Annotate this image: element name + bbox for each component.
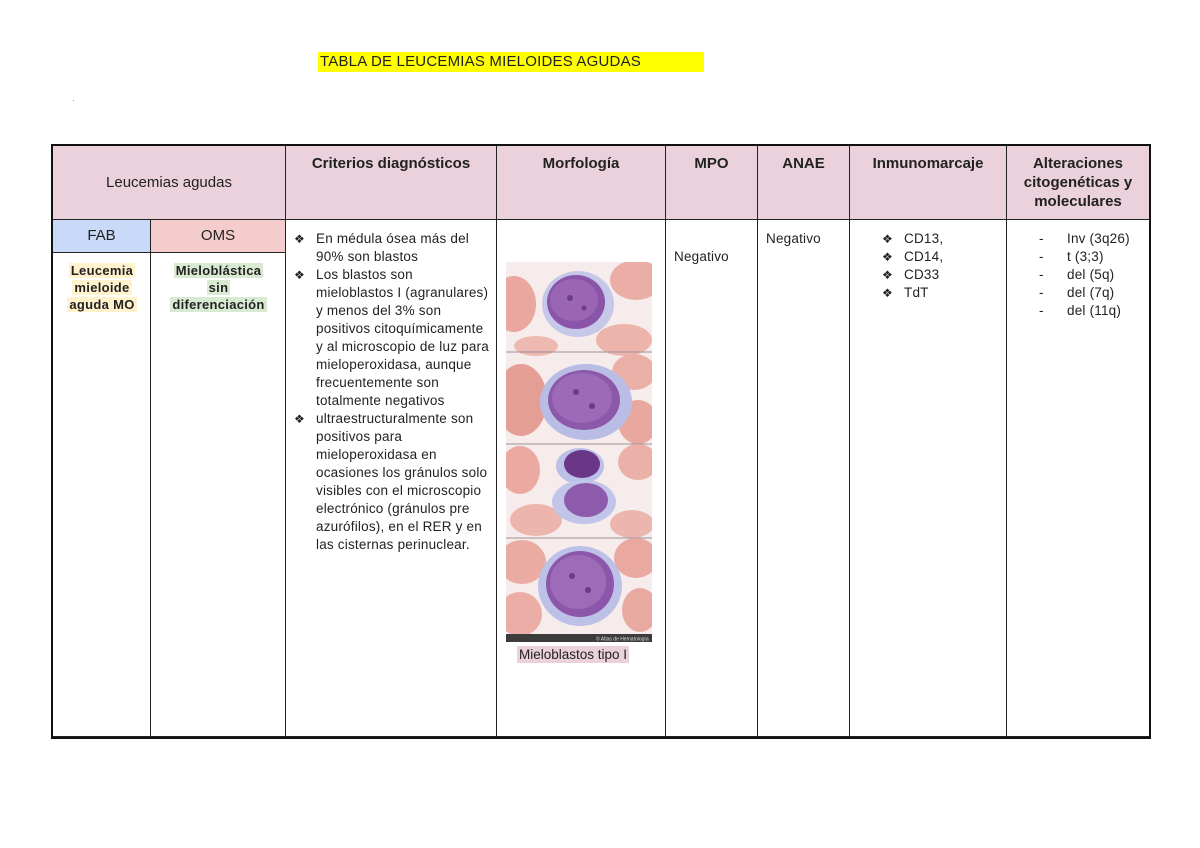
fab-leukemia-name <box>53 262 151 313</box>
dash-marker: - <box>1039 249 1044 264</box>
criterio-text: ultraestructuralmente son positivos para mieloperoxidasa en ocasiones los gránulos solo visibles con el microscopio electrónico (gránulos pre azurófilos), en el RER y en las cisternas perinuclear. <box>316 411 488 552</box>
alteracion-text: del (7q) <box>1067 285 1115 300</box>
morfologia-cell <box>497 220 666 737</box>
header-leucemias-label: Leucemias agudas <box>106 174 232 191</box>
criterios-cell <box>286 220 497 737</box>
criterio-item <box>288 410 490 554</box>
micrograph-watermark: © Atlas de Hematología <box>596 636 649 642</box>
inmuno-list <box>876 230 1006 302</box>
micrograph-panel <box>506 354 652 444</box>
dash-marker: - <box>1039 303 1044 318</box>
alteracion-item <box>1037 248 1149 266</box>
oms-name-line: Mieloblástica <box>175 263 262 278</box>
inmuno-text: CD14, <box>904 249 944 264</box>
inmuno-item <box>876 266 1006 284</box>
diamond-bullet-icon: ❖ <box>294 412 305 426</box>
anae-value: Negativo <box>766 231 821 246</box>
diamond-bullet-icon: ❖ <box>882 232 893 246</box>
diamond-bullet-icon: ❖ <box>294 232 305 246</box>
criterio-text: Los blastos son mieloblastos I (agranulares) y menos del 3% son positivos citoquímicamente y al microscopio de luz para mieloperoxidasa, aunque frecuentemente son totalmente negativos <box>316 267 489 408</box>
header-alteraciones: Alteraciones citogenéticas y moleculares <box>1007 146 1149 220</box>
micrograph-image <box>506 262 652 642</box>
page-title: TABLA DE LEUCEMIAS MIELOIDES AGUDAS <box>318 52 704 72</box>
alteracion-item <box>1037 284 1149 302</box>
stray-mark <box>73 100 74 101</box>
fab-name-line: Leucemia <box>70 263 134 278</box>
alteracion-item <box>1037 230 1149 248</box>
criterio-text: En médula ósea más del 90% son blastos <box>316 231 469 264</box>
inmuno-item <box>876 284 1006 302</box>
fab-column <box>53 220 151 737</box>
alteracion-text: del (11q) <box>1067 303 1122 318</box>
header-morfologia: Morfología <box>497 146 666 220</box>
oms-leukemia-name <box>151 262 286 313</box>
header-criterios: Criterios diagnósticos <box>286 146 497 220</box>
header-mpo: MPO <box>666 146 758 220</box>
inmuno-text: CD33 <box>904 267 940 282</box>
anae-cell <box>758 220 850 737</box>
diamond-bullet-icon: ❖ <box>882 286 893 300</box>
criterio-item <box>288 230 490 266</box>
alteracion-text: t (3;3) <box>1067 249 1104 264</box>
criterios-list <box>288 230 490 554</box>
dash-marker: - <box>1039 267 1044 282</box>
alteraciones-list <box>1037 230 1149 320</box>
oms-column <box>151 220 286 737</box>
inmuno-text: TdT <box>904 285 929 300</box>
fab-name-line: aguda MO <box>69 297 135 312</box>
alteracion-item <box>1037 266 1149 284</box>
mpo-value: Negativo <box>674 249 729 264</box>
header-inmunomarcaje: Inmunomarcaje <box>850 146 1007 220</box>
diamond-bullet-icon: ❖ <box>882 250 893 264</box>
inmuno-text: CD13, <box>904 231 944 246</box>
mpo-cell <box>666 220 758 737</box>
criterio-item <box>288 266 490 410</box>
inmunomarcaje-cell <box>850 220 1007 737</box>
inmuno-item <box>876 248 1006 266</box>
dash-marker: - <box>1039 231 1044 246</box>
oms-name-line: diferenciación <box>172 297 265 312</box>
diamond-bullet-icon: ❖ <box>882 268 893 282</box>
leukemia-table <box>51 144 1151 739</box>
inmuno-item <box>876 230 1006 248</box>
header-leucemias-agudas <box>53 146 286 220</box>
morfologia-caption: Mieloblastos tipo I <box>519 647 628 662</box>
alteracion-item <box>1037 302 1149 320</box>
fab-name-line: mieloide <box>74 280 130 295</box>
alteraciones-cell <box>1007 220 1149 737</box>
dash-marker: - <box>1039 285 1044 300</box>
header-anae: ANAE <box>758 146 850 220</box>
oms-name-line: sin <box>208 280 229 295</box>
alteracion-text: Inv (3q26) <box>1067 231 1130 246</box>
oms-subheader: OMS <box>151 220 285 253</box>
diamond-bullet-icon: ❖ <box>294 268 305 282</box>
fab-subheader: FAB <box>53 220 150 253</box>
alteracion-text: del (5q) <box>1067 267 1115 282</box>
